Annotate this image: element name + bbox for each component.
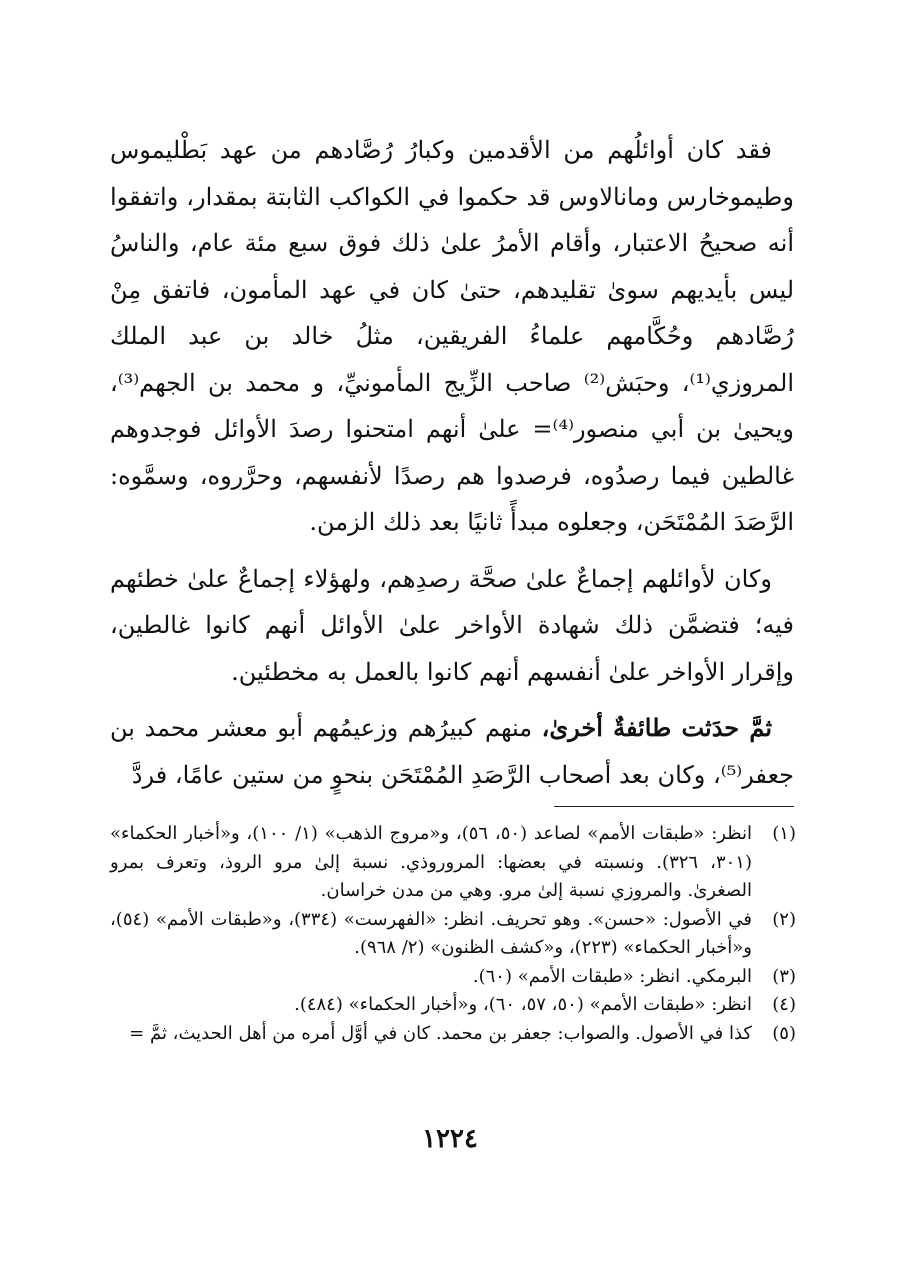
footnote-2 [110, 906, 796, 963]
footnote-number: (٣) [772, 965, 796, 987]
footnote-text: انظر: «طبقات الأمم» لصاعد (٥٠، ٥٦)، و«مروج الذهب» (١/ ١٠٠)، و«أخبار الحكماء» (٣٠١، ٣٢٦). ونسبته في بعضها: المروروذي. نسبة إلىٰ مرو الروذ، وتعرف بمرو الصغرىٰ. والمروزي نسبة إلىٰ مرو. وهي من مدن خراسان. [110, 823, 753, 901]
page-number: ١٢٢٤ [422, 1124, 478, 1154]
paragraph-3 [110, 705, 794, 798]
footnote-text: البرمكي. انظر: «طبقات الأمم» (٦٠). [472, 965, 752, 987]
footnote-number: (١) [772, 823, 796, 844]
footnotes [110, 820, 796, 1048]
main-text [110, 127, 794, 808]
paragraph-2: وكان لأوائلهم إجماعٌ علىٰ صحَّة رصدِهم، ولهؤلاء إجماعٌ علىٰ خطئهم فيه؛ فتضمَّن ذلك شهادة الأواخر علىٰ الأوائل أنهم كانوا غالطين، وإقرار الأواخر علىٰ أنفسهم أنهم كانوا بالعمل به مخطئين. [110, 564, 794, 686]
paragraph-3-lead: ثمَّ حدَثت طائفةٌ أخرىٰ، [541, 713, 772, 742]
paragraph-3-text: منهم كبيرُهم وزعيمُهم أبو معشر محمد بن جعفر⁽⁵⁾، وكان بعد أصحاب الرَّصَدِ المُمْتَحَن بنحوٍ من ستين عامًا، فردَّ [110, 714, 794, 789]
footnote-number: (٢) [772, 908, 796, 930]
footnote-text: كذا في الأصول. والصواب: جعفر بن محمد. كان في أوَّل أمره من أهل الحديث، ثمَّ = [129, 1022, 752, 1044]
paragraph-1: فقد كان أوائلُهم من الأقدمين وكبارُ رُصَّادهم من عهد بَطْليموس وطيموخارس ومانالاوس قد حكموا في الكواكب الثابتة بمقدار، واتفقوا أنه صحيحُ الاعتبار، وأقام الأمرُ علىٰ ذلك فوق سبع مئة عام، والناسُ ليس بأيديهم سوىٰ تقليدهم، حتىٰ كان في عهد المأمون، فاتفق مِنْ رُصَّادهم وحُكَّامهم علماءُ الفريقين، مثلُ خالد بن عبد الملك المروزي⁽¹⁾، وحبَش⁽²⁾ صاحب الزِّيج المأمونيِّ، و محمد بن الجهم⁽³⁾، ويحيىٰ بن أبي منصور⁽⁴⁾= علىٰ أنهم امتحنوا رصدَ الأوائل فوجدوهم غالطين فيما رصدُوه، فرصدوا هم رصدًا لأنفسهم، وحرَّروه، وسمَّوه: الرَّصَدَ المُمْتَحَن، وجعلوه مبدأً ثانيًا بعد ذلك الزمن. [110, 136, 794, 536]
footnote-number: (٤) [772, 994, 796, 1015]
footnote-5 [110, 1020, 796, 1049]
footnote-3 [110, 963, 796, 992]
footnote-1 [110, 820, 796, 906]
footnote-separator [554, 806, 794, 807]
footnote-text: في الأصول: «حسن». وهو تحريف. انظر: «الفهرست» (٣٣٤)، و«طبقات الأمم» (٥٤)، و«أخبار الحكماء» (٢٢٣)، و«كشف الظنون» (٢/ ٩٦٨). [110, 908, 752, 958]
footnote-4 [110, 991, 796, 1020]
footnote-number: (٥) [772, 1022, 796, 1044]
footnote-text: انظر: «طبقات الأمم» (٥٠، ٥٧، ٦٠)، و«أخبار الحكماء» (٤٨٤). [294, 994, 752, 1015]
